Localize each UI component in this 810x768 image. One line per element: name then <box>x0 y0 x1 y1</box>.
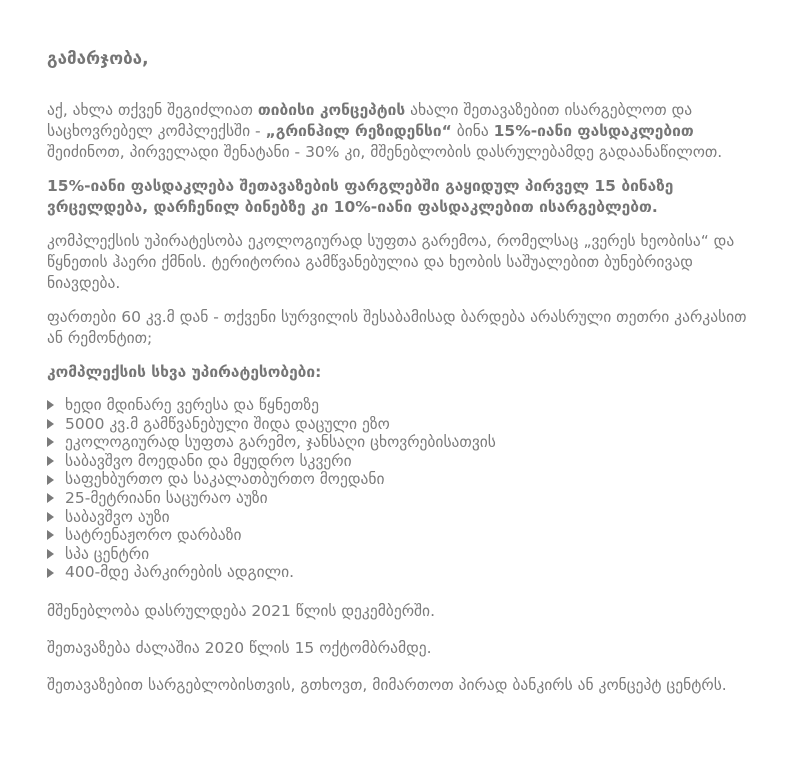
greeting: გამარჯობა, <box>47 49 149 69</box>
triangle-right-icon <box>47 512 54 522</box>
triangle-right-icon <box>47 437 54 447</box>
list-item-label: 5000 კვ.მ გამწვანებული შიდა დაცული ეზო <box>65 414 390 433</box>
triangle-right-icon <box>47 493 54 503</box>
list-item-label: საფეხბურთო და საკალათბურთო მოედანი <box>65 470 385 489</box>
discount-percent-bold: 15%-იანი ფასდაკლებით <box>493 122 694 140</box>
intro-text-2: ახალი შეთავაზებით ისარგებლოთ და საცხოვრებელ კომპლექსში - <box>47 101 693 140</box>
list-item-label: ხედი მდინარე ვერესა და წყნეთზე <box>65 396 319 414</box>
intro-text-4: შეიძინოთ, პირველადი შენატანი - 30% კი, მშენებლობის დასრულებამდე გადაანაწილოთ. <box>47 143 723 161</box>
areas-paragraph: ფართები 60 კვ.მ დან - თქვენი სურვილის შესაბამისად ბარდება არასრული თეთრი კარკასით ან რემონტით; <box>47 308 747 347</box>
intro-text-1: აქ, ახლა თქვენ შეგიძლიათ <box>47 101 258 119</box>
environment-paragraph: კომპლექსის უპირატესობა ეკოლოგიურად სუფთა გარემოა, რომელსაც „ვერეს ხეობისა“ და წყნეთის ჰაერი ქმნის. ტერიტორია გამწვანებულია და ხეობის საშუალებით ბუნებრივად ნიავდება. <box>47 232 735 292</box>
intro-text-3: ბინა <box>451 122 494 140</box>
list-item <box>47 563 753 582</box>
list-item-label: 25-მეტრიანი საცურაო აუზი <box>65 488 268 507</box>
list-item <box>47 545 753 564</box>
list-item-label: ეკოლოგიურად სუფთა გარემო, ჯანსაღი ცხოვრებისათვის <box>65 433 496 452</box>
triangle-right-icon <box>47 400 54 410</box>
list-item <box>47 508 753 527</box>
triangle-right-icon <box>47 456 54 466</box>
list-item <box>47 470 753 489</box>
advantages-list <box>47 396 753 582</box>
validity-paragraph: შეთავაზება ძალაშია 2020 წლის 15 ოქტომბრამდე. <box>47 638 432 657</box>
triangle-right-icon <box>47 475 54 485</box>
triangle-right-icon <box>47 568 54 578</box>
triangle-right-icon <box>47 530 54 540</box>
list-item <box>47 489 753 508</box>
list-item-label: საბავშვო აუზი <box>65 507 170 526</box>
list-item-label: საბავშვო მოედანი და მყუდრო სკვერი <box>65 451 352 470</box>
list-item-label: სატრენაჟორო დარბაზი <box>65 526 242 545</box>
list-item <box>47 396 753 415</box>
list-item <box>47 452 753 471</box>
triangle-right-icon <box>47 419 54 429</box>
advantages-title: კომპლექსის სხვა უპირატესობები: <box>47 363 322 381</box>
completion-paragraph: მშენებლობა დასრულდება 2021 წლის დეკემბერში. <box>47 601 436 620</box>
residence-name-bold: „გრინჰილ რეზიდენსი“ <box>265 122 452 140</box>
list-item <box>47 433 753 452</box>
brand-name-bold: თიბისი კონცეპტის <box>257 101 406 119</box>
intro-paragraph <box>47 100 753 163</box>
list-item-label: 400-მდე პარკირების ადგილი. <box>65 563 295 582</box>
list-item-label: სპა ცენტრი <box>65 544 150 563</box>
list-item <box>47 415 753 434</box>
list-item <box>47 526 753 545</box>
triangle-right-icon <box>47 549 54 559</box>
discount-note-paragraph: 15%-იანი ფასდაკლება შეთავაზების ფარგლებში გაყიდულ პირველ 15 ბინაზე ვრცელდება, დარჩენილ ბინებზე კი 10%-იანი ფასდაკლებით ისარგებლებთ. <box>47 177 674 216</box>
contact-paragraph: შეთავაზებით სარგებლობისთვის, გთხოვთ, მიმართოთ პირად ბანკირს ან კონცეპტ ცენტრს. <box>47 675 727 694</box>
